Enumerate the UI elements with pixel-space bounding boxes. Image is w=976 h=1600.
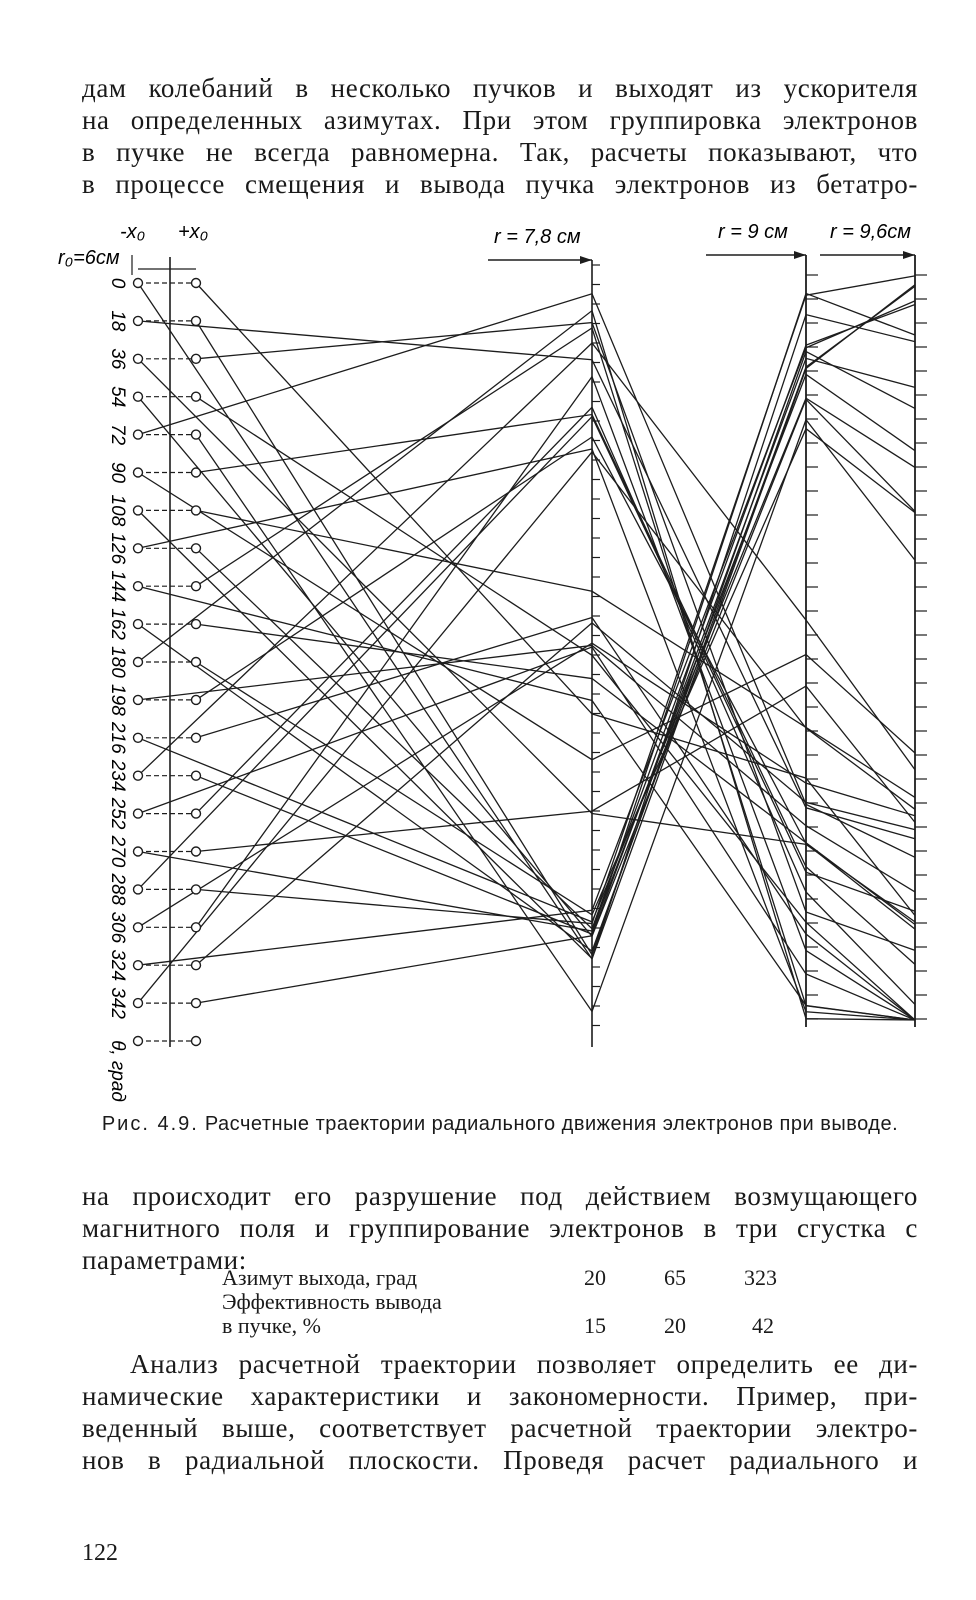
angle-label: 90 (107, 461, 128, 484)
start-circle (192, 733, 201, 742)
row-label: Азимут выхода, град (222, 1265, 418, 1290)
start-circle (192, 506, 201, 515)
plus-x0-label: +x₀ (178, 221, 209, 243)
arrow-r1-head (580, 256, 592, 264)
angle-label: 72 (107, 424, 128, 446)
start-circle (192, 1037, 201, 1046)
angle-label: 108 (107, 494, 128, 527)
trajectory-line (196, 624, 915, 924)
start-circle (134, 620, 143, 629)
start-circle (134, 658, 143, 667)
trajectory-diagram (0, 205, 976, 1105)
start-circle (134, 279, 143, 288)
start-circle (134, 544, 143, 553)
text-line: на происходит его разрушение под действием возмущающего (82, 1181, 918, 1211)
start-circle (192, 658, 201, 667)
arrow-r3-head (903, 251, 915, 259)
angle-label: 162 (107, 608, 128, 640)
text-line: нов в радиальной плоскости. Проведя расчет радиального и (82, 1445, 918, 1475)
figure-caption (82, 1112, 918, 1136)
start-circle (192, 582, 201, 591)
text-line: на определенных азимутах. При этом группировка электронов (82, 105, 918, 135)
trajectory-line (196, 397, 915, 1020)
angle-label: 324 (107, 949, 128, 982)
final-paragraph (82, 1348, 918, 1476)
start-circle (134, 733, 143, 742)
cell-value: 15 (584, 1313, 606, 1338)
start-markers (134, 279, 201, 1046)
start-circle (192, 354, 201, 363)
start-circle (134, 354, 143, 363)
start-circle (134, 430, 143, 439)
angle-label: 198 (107, 684, 128, 716)
start-circle (192, 923, 201, 932)
cell-value: 42 (752, 1313, 774, 1338)
row-label: Эффективность вывода (222, 1289, 442, 1314)
start-circle (134, 1037, 143, 1046)
start-circle (192, 885, 201, 894)
table-row (222, 1265, 777, 1290)
start-circle (134, 885, 143, 894)
angle-label: 234 (107, 759, 128, 792)
angle-label: 36 (107, 348, 128, 370)
start-circle (192, 468, 201, 477)
cell-value: 20 (584, 1265, 606, 1290)
r1-label: r = 7,8 см (494, 226, 581, 248)
angle-label: 270 (107, 835, 128, 868)
angle-label: 0 (107, 277, 128, 289)
start-circle (192, 809, 201, 818)
text-line: в процессе смещения и вывода пучка электронов из бетатро- (82, 169, 918, 199)
angle-label: 144 (107, 570, 128, 603)
cell-value: 323 (744, 1265, 777, 1290)
start-circle (192, 430, 201, 439)
angle-label: 126 (107, 532, 128, 565)
start-circle (192, 620, 201, 629)
angle-unit-label: θ, град (107, 1040, 128, 1102)
start-circle (134, 506, 143, 515)
text-line: дам колебаний в несколько пучков и выходят из ускорителя (82, 73, 918, 103)
trajectory-figure (0, 205, 976, 1105)
trajectory-line (196, 429, 915, 915)
caption-label: Рис. 4.9. (101, 1113, 199, 1135)
start-circle (134, 999, 143, 1008)
trajectory-line (196, 304, 915, 928)
start-circle (192, 316, 201, 325)
text-line: параметрами: (82, 1245, 247, 1275)
start-circle (192, 279, 201, 288)
start-circle (134, 695, 143, 704)
text-line: в пучке не всегда равномерна. Так, расчеты показывают, что (82, 137, 918, 167)
table-row (222, 1313, 774, 1338)
start-circle (134, 923, 143, 932)
angle-label: 342 (107, 987, 128, 1019)
after-figure-paragraph (82, 1180, 918, 1276)
start-circle (192, 544, 201, 553)
trajectory-line (196, 323, 915, 951)
trajectory-line (196, 293, 915, 934)
angle-labels (107, 278, 128, 1102)
row-label: в пучке, % (222, 1313, 321, 1338)
r2-label: r = 9 см (718, 221, 788, 243)
start-circle (192, 392, 201, 401)
trajectory-line (196, 321, 915, 955)
cell-value: 65 (664, 1265, 686, 1290)
angle-label: 180 (107, 646, 128, 678)
angle-label: 306 (107, 911, 128, 944)
arrow-r2-head (794, 251, 806, 259)
text-line: веденный выше, соответствует расчетной траектории электро- (82, 1413, 918, 1443)
angle-label: 216 (107, 721, 128, 754)
parameters-table (222, 1265, 777, 1338)
table-row (222, 1290, 442, 1314)
angle-label: 54 (107, 386, 128, 408)
page-number: 122 (82, 1540, 118, 1566)
trajectory-line (138, 586, 915, 1020)
trajectory-line (138, 647, 915, 1020)
start-circle (192, 695, 201, 704)
angle-label: 252 (107, 797, 128, 830)
text-line: намические характеристики и закономерности. Пример, при- (82, 1381, 918, 1411)
r0-label: r₀=6см (58, 247, 120, 269)
r3-label: r = 9,6см (830, 221, 911, 243)
start-circle (134, 771, 143, 780)
trajectory-lines (138, 276, 915, 1020)
start-circle (192, 771, 201, 780)
cell-value: 20 (664, 1313, 686, 1338)
start-circle (134, 468, 143, 477)
start-circle (134, 582, 143, 591)
caption-text: Расчетные траектории радиального движения электронов при выводе. (204, 1113, 899, 1135)
intro-paragraph (82, 72, 918, 200)
start-circle (134, 392, 143, 401)
start-circle (134, 316, 143, 325)
trajectory-line (138, 343, 915, 776)
minus-x0-label: -x₀ (120, 221, 146, 243)
start-circle (134, 847, 143, 856)
text-line: Анализ расчетной траектории позволяет определить ее ди- (130, 1349, 918, 1379)
start-circle (192, 999, 201, 1008)
text-line: магнитного поля и группирование электронов в три сгустка с (82, 1213, 918, 1243)
figure-labels (58, 221, 911, 269)
start-circle (134, 809, 143, 818)
angle-label: 18 (107, 310, 128, 332)
radius-axes (132, 251, 927, 1047)
start-circle (192, 847, 201, 856)
start-circle (134, 961, 143, 970)
start-circle (192, 961, 201, 970)
angle-label: 288 (107, 873, 128, 906)
